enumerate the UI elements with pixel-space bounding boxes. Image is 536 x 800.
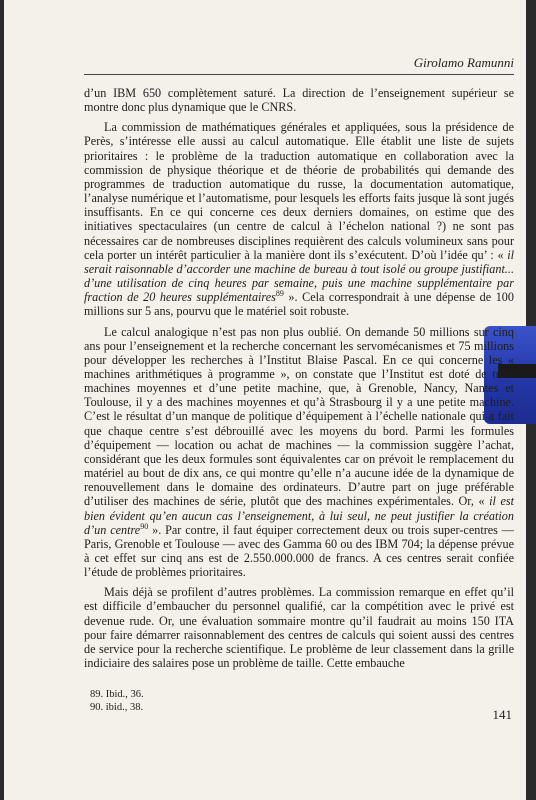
paragraph-text: ». Par contre, il faut équiper correctement deux ou trois super-centres — Paris, Grenoble et Toulouse — avec des Gamma 60 ou des IBM 704; la dépense prévue à cet effet sur cinq ans est de 2.550.000.000 de francs. A ces centres serait confiée l’étude de problèmes prioritaires. bbox=[84, 522, 514, 580]
paragraph-text: ». Cela correspondrait à une dépense de 100 millions sur 5 ans, pourvu que le matériel soit robuste. bbox=[84, 290, 514, 319]
footnote-number: 89. bbox=[90, 689, 104, 700]
page-number: 141 bbox=[492, 707, 512, 722]
footnotes bbox=[90, 688, 390, 714]
footnote-ref: 90 bbox=[140, 521, 149, 531]
header-rule bbox=[84, 74, 514, 75]
quotation: il est bien évident qu’en aucun cas l’enseignement, à lui seul, ne peut justifier la création d’un centre bbox=[84, 494, 514, 537]
paragraph-text: Le calcul analogique n’est pas non plus oublié. On demande 50 millions sur cinq ans pour l’enseignement et la recherche concernant les servomécanismes et 75 millions pour développer les recherches à l’Institut Blaise Pascal. En ce qui concerne les « machines arithmétiques à programme », on constate que l’Institut est doté de trois machines moyennes et d’une petite machine, que, à Grenoble, Nancy, Nantes et Toulouse, il y a des machines moyennes et qu’à Strasbourg il y a une petite machine. C’est le résultat d’un manque de politique d’équipement à l’échelle nationale qui a fait que chaque centre s’est débrouillé avec les moyens du bord. Parmi les formules d’équipement — location ou achat de machines — la commission suggère l’achat, considérant que les deux formules sont équivalentes car on prévoit le remplacement du matériel au bout de dix ans, ce qui montre qu’elle n’a aucune idée de la dynamique de renouvellement dans le domaine des ordinateurs. D’autre part on juge préférable d’utiliser des machines de série, plutôt que des machines expérimentales. Or, « bbox=[84, 324, 514, 509]
footnote-number: 90. bbox=[90, 702, 104, 713]
paragraph-text: La commission de mathématiques générales et appliquées, sous la présidence de Perès, s’intéresse elle aussi au calcul automatique. Elle établit une liste de sujets prioritaires : le problème de la traduction automatique en collaboration avec la commission de physique théorique et de théorie de probabilités qui demande des programmes de traduction automatique du russe, la documentation automatique, l’analyse numérique et l’automatisme, pour lesquels les efforts faits jusque là sont jugés insuffisants. En ce qui concerne ces deux derniers domaines, on estime que des initiatives spectaculaires (un centre de calcul à l’échelon national ?) ne sont pas nécessaires car de nombreuses disciplines requièrent des calculs volumineux sans pour cela porter un intérêt particulier à la manière dont ils s’exécutent. D’où l’idée qu’ : « bbox=[84, 120, 514, 262]
paragraph-text: Mais déjà se profilent d’autres problèmes. La commission remarque en effet qu’il est difficile d’embaucher du personnel qualifié, car la compétition avec le privé est devenue rude. Or, une évaluation sommaire montre qu’il faudrait au moins 150 ITA pour faire démarrer raisonnablement des centres de calculs qui soient aussi des centres de service pour la recherche scientifique. Le problème de leur classement dans la grille indiciaire des salaires pose un problème de taille. Cette embauche bbox=[84, 585, 514, 671]
footnote-text: ibid., 38. bbox=[105, 702, 144, 713]
running-header-author: Girolamo Ramunni bbox=[413, 55, 514, 70]
paragraph bbox=[84, 325, 514, 580]
paragraph bbox=[84, 86, 514, 114]
quotation: il serait raisonnable d’accorder une machine de bureau à tout isolé ou groupe justifiant... d’une utilisation de cinq heures par semaine, puis une machine supplémentaire par fraction de 20 heures supplémentaires bbox=[84, 247, 514, 305]
footnote-text: Ibid., 36. bbox=[105, 689, 144, 700]
body-text bbox=[84, 86, 514, 676]
paragraph-text: d’un IBM 650 complètement saturé. La direction de l’enseignement supérieur se montre donc plus dynamique que le CNRS. bbox=[84, 86, 514, 115]
footnote bbox=[90, 688, 390, 701]
footnote bbox=[90, 701, 390, 714]
footnote-ref: 89 bbox=[275, 289, 284, 299]
paragraph bbox=[84, 585, 514, 670]
paragraph bbox=[84, 120, 514, 318]
